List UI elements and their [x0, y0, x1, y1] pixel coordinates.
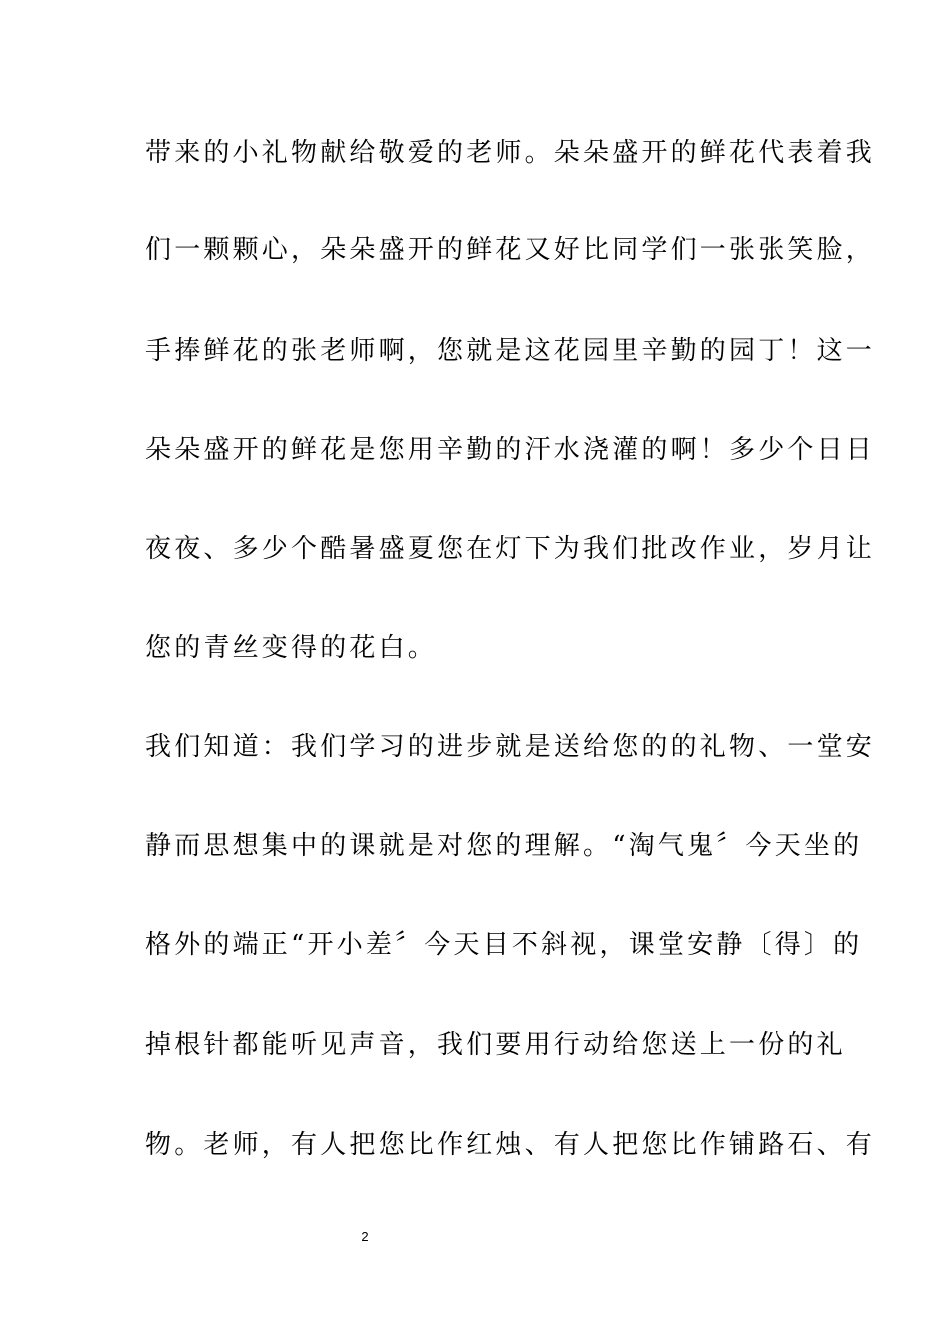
- text-line-9: 格外的端正“开小差〞今天目不斜视，课堂安静〔得〕的: [145, 930, 863, 960]
- text-line-1: 带来的小礼物献给敬爱的老师。朵朵盛开的鲜花代表着我: [145, 138, 876, 168]
- text-line-11: 物。老师，有人把您比作红烛、有人把您比作铺路石、有: [145, 1130, 876, 1160]
- text-line-4: 朵朵盛开的鲜花是您用辛勤的汗水浇灌的啊！多少个日日: [145, 435, 876, 465]
- text-line-2: 们一颗颗心，朵朵盛开的鲜花又好比同学们一张张笑脸，: [145, 235, 876, 265]
- text-line-8: 静而思想集中的课就是对您的理解。“淘气鬼〞今天坐的: [145, 831, 863, 861]
- text-line-7: 我们知道：我们学习的进步就是送给您的的礼物、一堂安: [145, 732, 876, 762]
- page-number: 2: [361, 1229, 369, 1244]
- text-line-3: 手捧鲜花的张老师啊，您就是这花园里辛勤的园丁！这一: [145, 336, 876, 366]
- text-line-5: 夜夜、多少个酷暑盛夏您在灯下为我们批改作业，岁月让: [145, 534, 876, 564]
- text-line-6: 您的青丝变得的花白。: [145, 633, 438, 663]
- text-line-10: 掉根针都能听见声音，我们要用行动给您送上一份的礼: [145, 1030, 846, 1060]
